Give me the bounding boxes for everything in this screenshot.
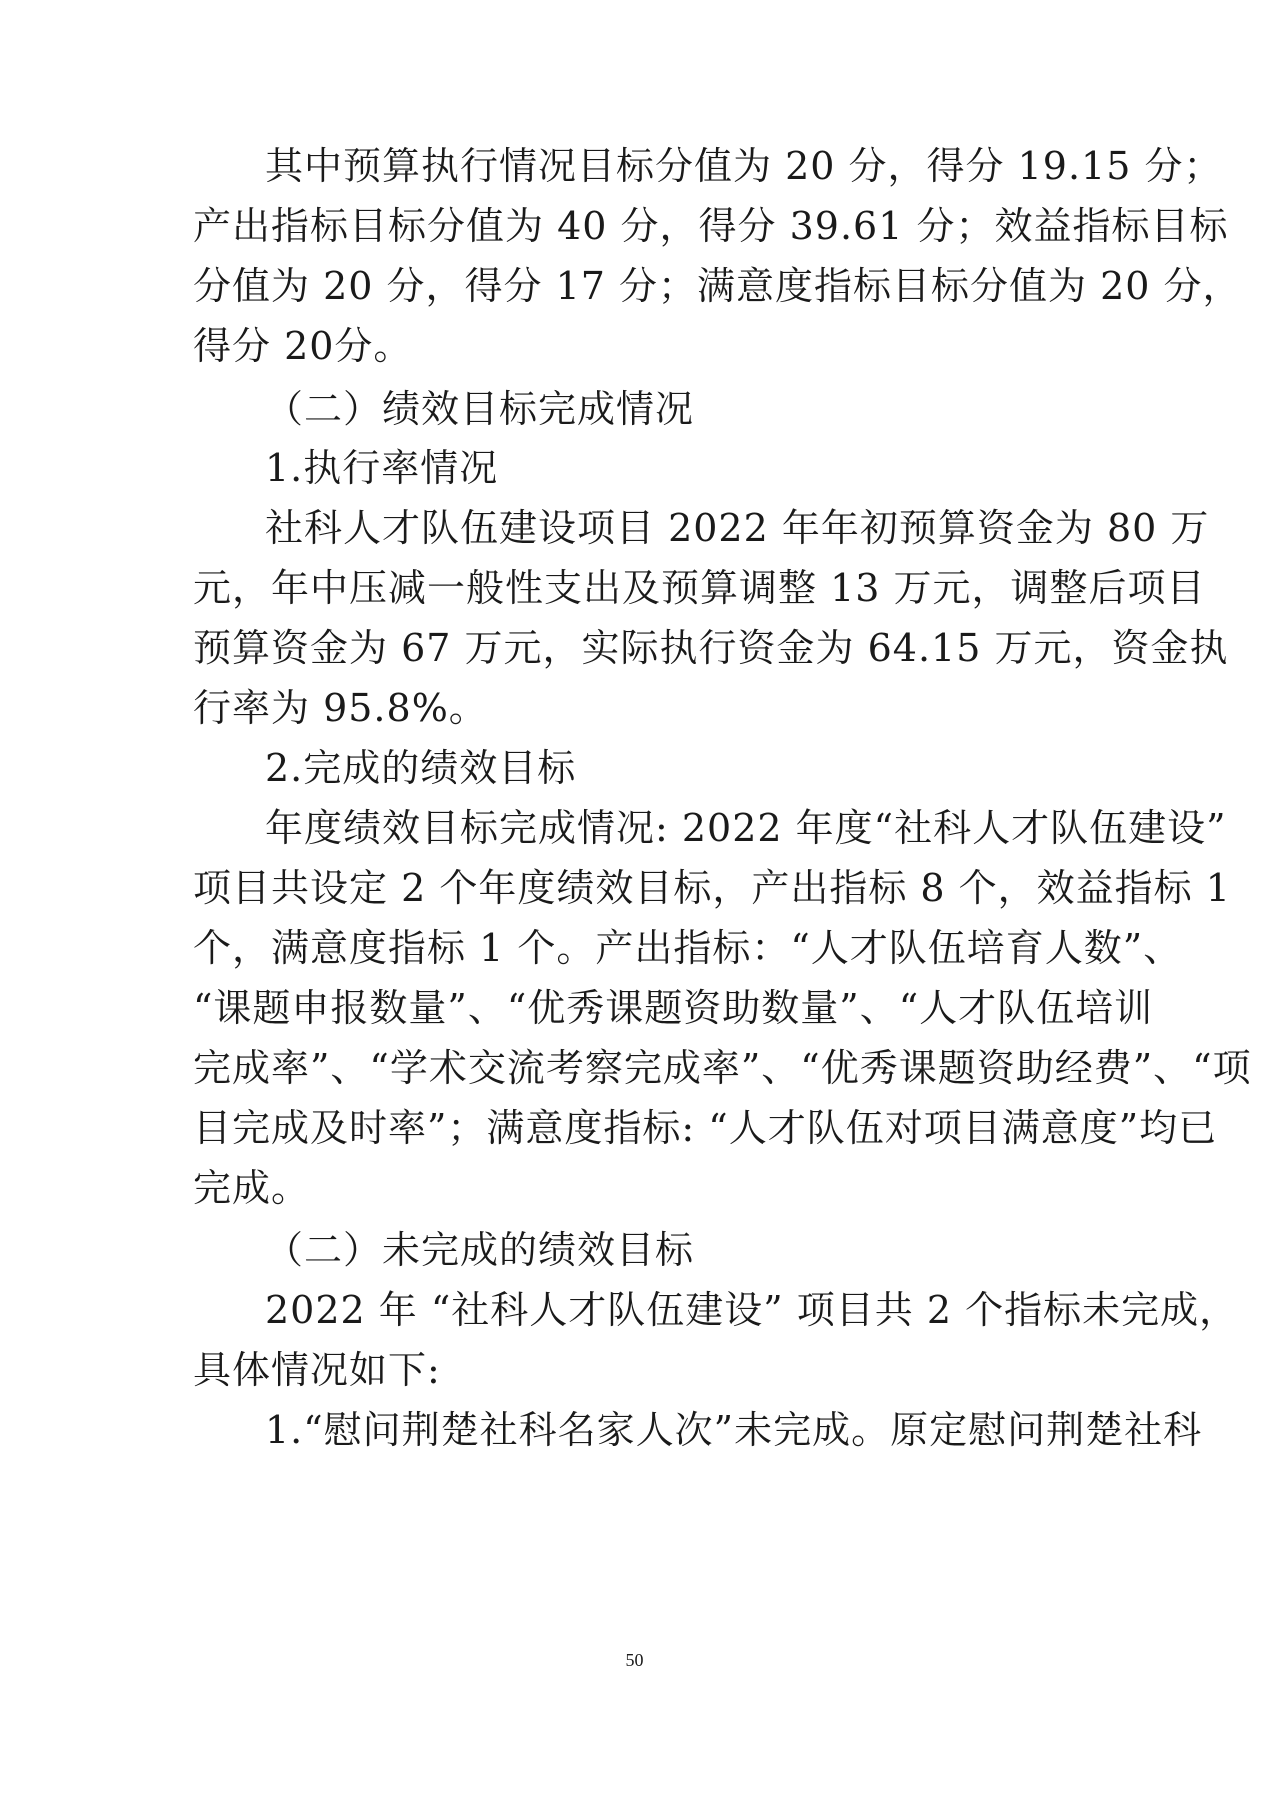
paragraph-line: 分值为 20 分，得分 17 分；满意度指标目标分值为 20 分， — [193, 264, 1242, 308]
paragraph-line: 年度绩效目标完成情况: 2022 年度“社科人才队伍建设” — [265, 806, 1227, 850]
paragraph-line: 行率为 95.8%。 — [193, 686, 488, 730]
paragraph-line: 2022 年 “社科人才队伍建设” 项目共 2 个指标未完成， — [265, 1288, 1239, 1332]
paragraph-line: 完成。 — [193, 1166, 311, 1210]
section-heading: （二）未完成的绩效目标 — [265, 1228, 695, 1272]
paragraph-line: 个，满意度指标 1 个。产出指标：“人才队伍培育人数”、 — [193, 926, 1183, 970]
paragraph-line: 其中预算执行情况目标分值为 20 分，得分 19.15 分； — [265, 144, 1223, 188]
section-heading: （二）绩效目标完成情况 — [265, 387, 695, 431]
paragraph-line: 产出指标目标分值为 40 分，得分 39.61 分；效益指标目标 — [193, 204, 1229, 248]
paragraph-line: “课题申报数量”、“优秀课题资助数量”、“人才队伍培训 — [193, 986, 1154, 1030]
paragraph-line: 完成率”、“学术交流考察完成率”、“优秀课题资助经费”、“项 — [193, 1046, 1252, 1090]
paragraph-line: 预算资金为 67 万元，实际执行资金为 64.15 万元，资金执 — [193, 626, 1229, 670]
paragraph-line: 1.“慰问荆楚社科名家人次”未完成。原定慰问荆楚社科 — [265, 1408, 1203, 1452]
paragraph-line: 项目共设定 2 个年度绩效目标，产出指标 8 个，效益指标 1 — [193, 866, 1231, 910]
subsection-heading: 1.执行率情况 — [265, 446, 499, 490]
paragraph-line: 元，年中压减一般性支出及预算调整 13 万元，调整后项目 — [193, 566, 1206, 610]
page-number: 50 — [625, 1650, 644, 1670]
paragraph-line: 得分 20分。 — [193, 324, 413, 368]
paragraph-line: 目完成及时率”；满意度指标: “人才队伍对项目满意度”均已 — [193, 1106, 1218, 1150]
subsection-heading: 2.完成的绩效目标 — [265, 746, 577, 790]
paragraph-line: 社科人才队伍建设项目 2022 年年初预算资金为 80 万 — [265, 506, 1210, 550]
paragraph-line: 具体情况如下: — [193, 1348, 441, 1392]
